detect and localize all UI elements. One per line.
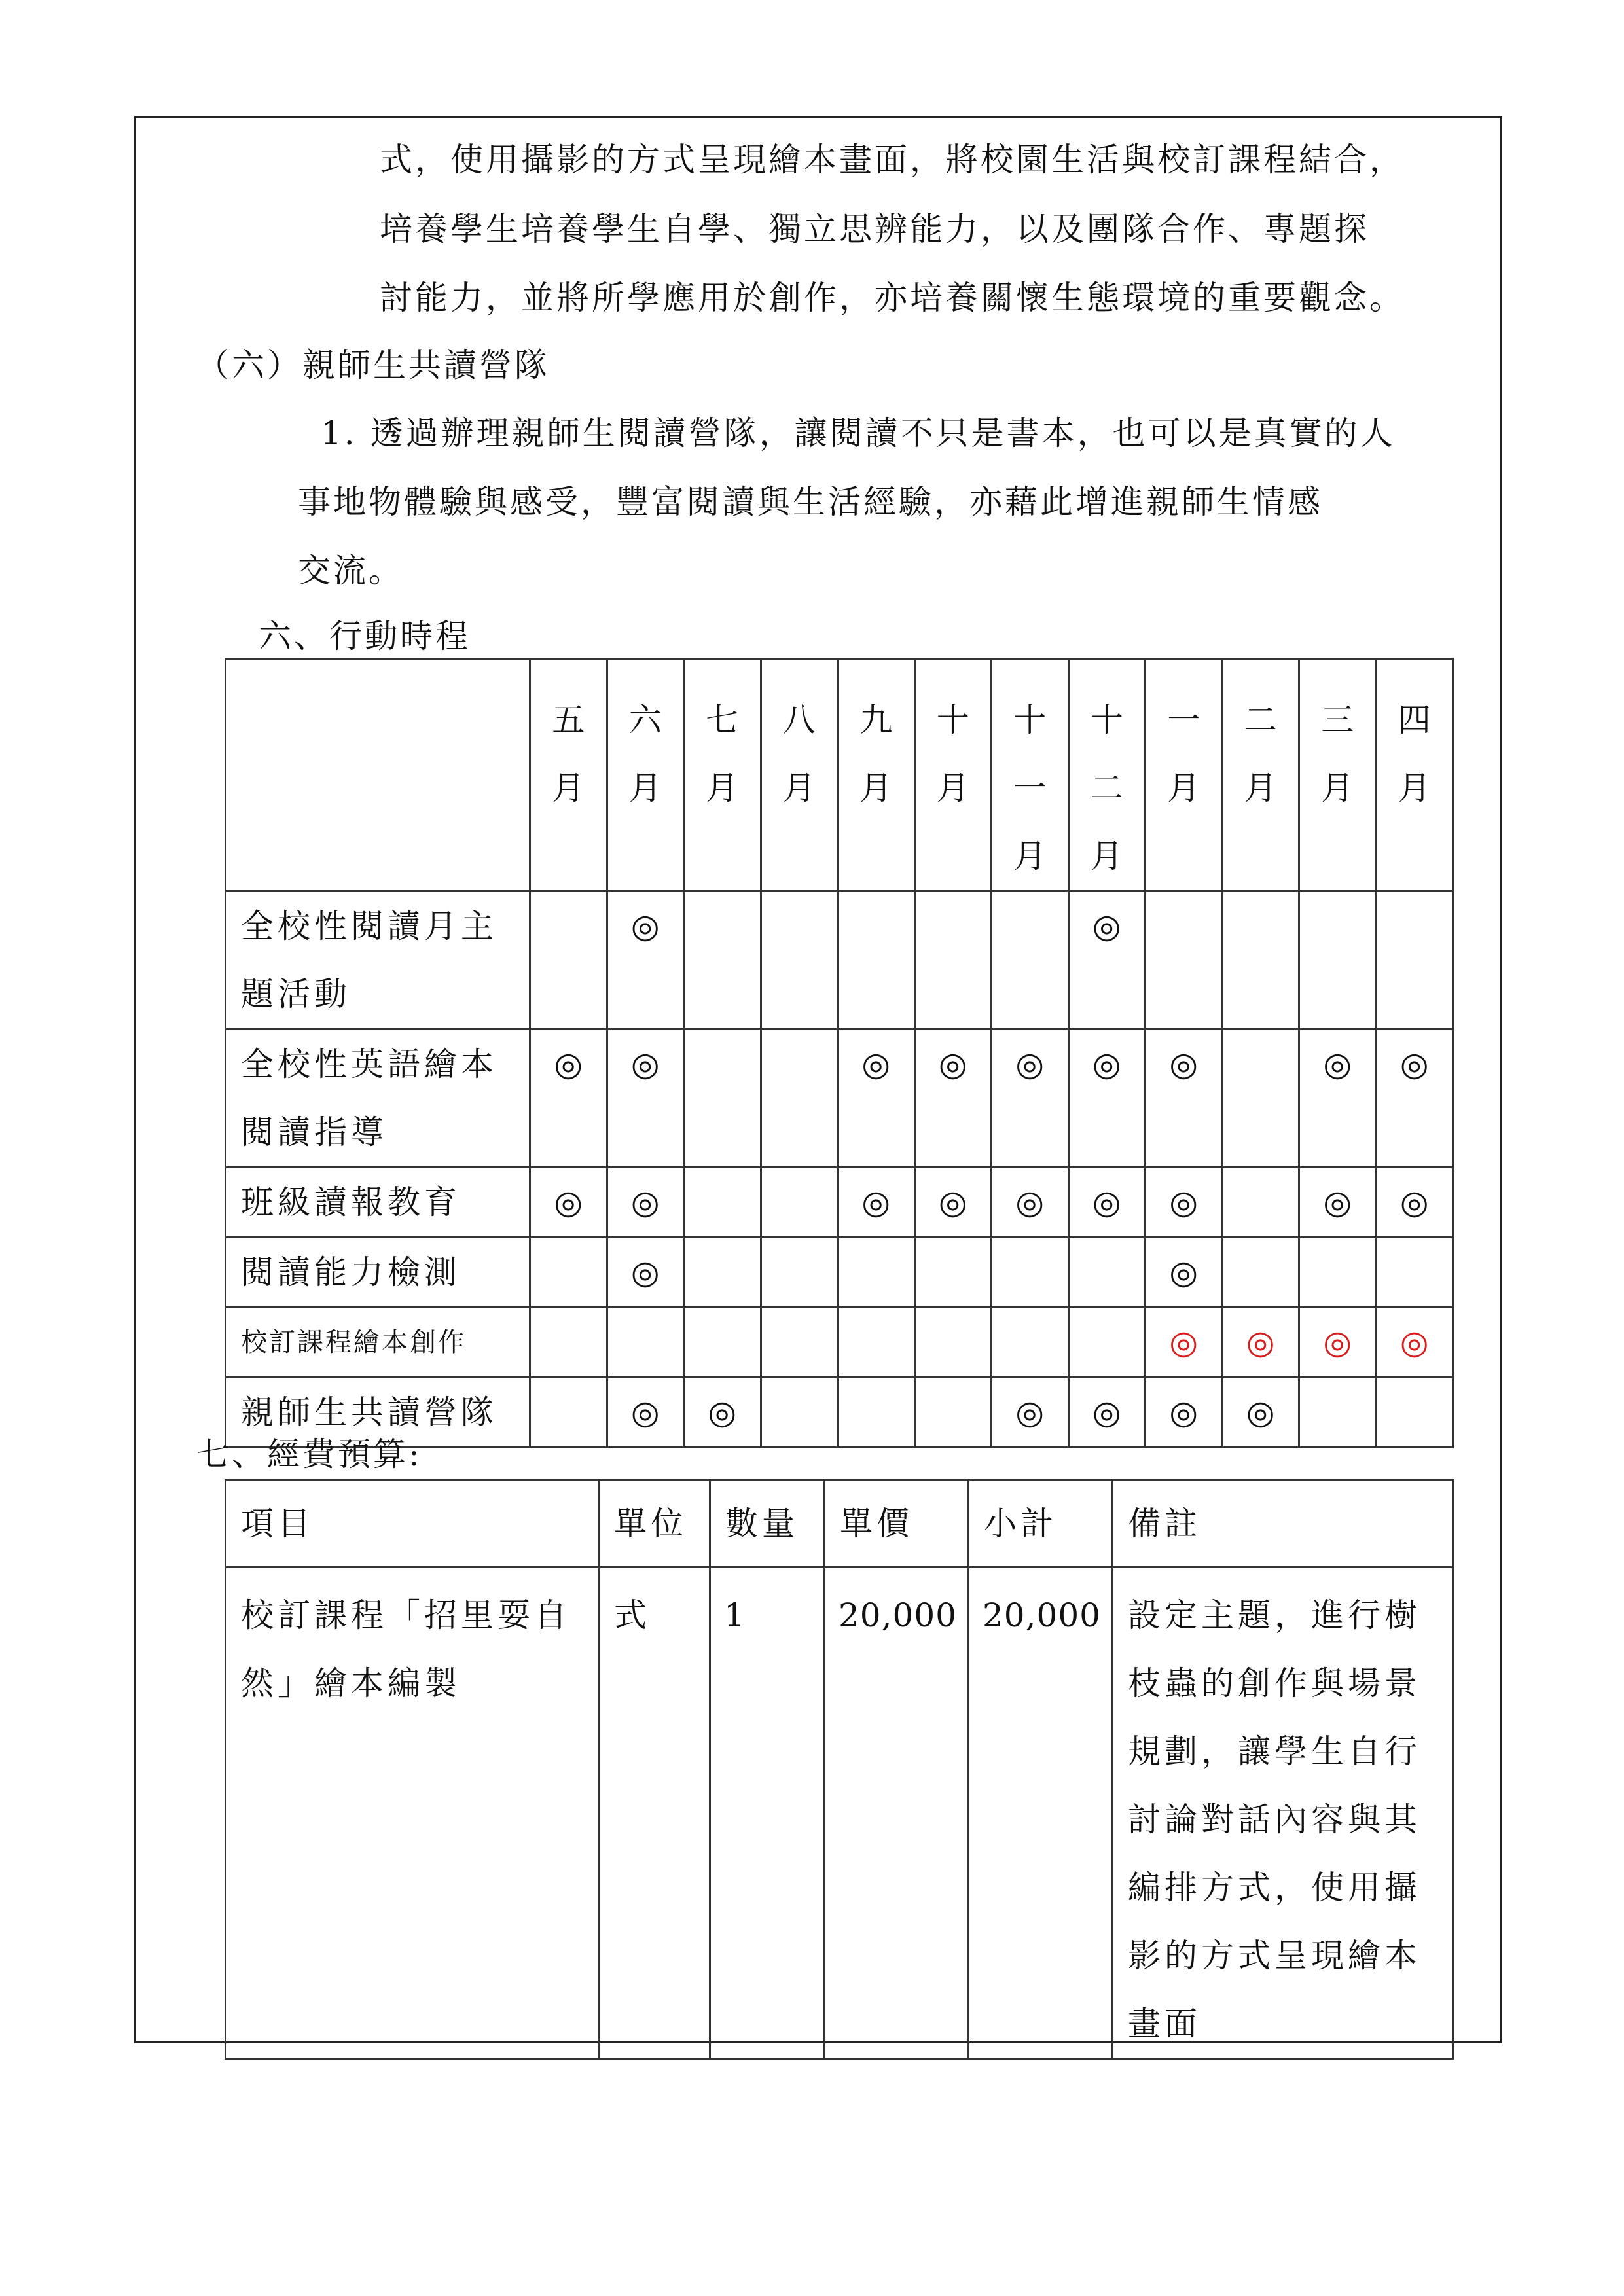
month-header	[530, 659, 607, 891]
schedule-empty-cell	[914, 1308, 992, 1378]
schedule-empty-cell	[1376, 1378, 1453, 1448]
budget-subtotal-cell: 20,000	[969, 1568, 1113, 2059]
schedule-activity-label	[226, 1238, 530, 1308]
schedule-activity-label-line: 班級讀報教育	[241, 1183, 461, 1221]
month-header-char: 二	[1090, 769, 1123, 807]
schedule-empty-cell	[914, 1378, 992, 1448]
budget-header-subtotal: 小計	[969, 1480, 1113, 1568]
schedule-empty-cell	[761, 1030, 838, 1168]
schedule-activity-label	[226, 1308, 530, 1378]
budget-row	[226, 1568, 1453, 2059]
month-header-char: 一	[1013, 769, 1047, 807]
schedule-mark: ◎	[607, 1168, 684, 1238]
schedule-mark: ◎	[914, 1030, 992, 1168]
budget-item-line-2: 然」繪本編製	[241, 1664, 461, 1702]
schedule-empty-cell	[1376, 891, 1453, 1030]
schedule-activity-label-line: 閱讀指導	[241, 1113, 388, 1151]
month-header-char: 五	[552, 701, 585, 739]
month-header-char: 六	[628, 701, 662, 739]
month-header-char: 月	[936, 769, 969, 807]
schedule-table	[225, 658, 1454, 1448]
schedule-mark: ◎	[607, 1030, 684, 1168]
schedule-empty-cell	[530, 1378, 607, 1448]
month-header-char: 三	[1321, 701, 1354, 739]
schedule-mark: ◎	[838, 1168, 915, 1238]
schedule-empty-cell	[761, 1308, 838, 1378]
schedule-empty-cell	[530, 1238, 607, 1308]
schedule-empty-cell	[684, 891, 761, 1030]
month-header-char: 十	[936, 701, 969, 739]
month-header	[914, 659, 992, 891]
schedule-row	[226, 1030, 1453, 1168]
budget-table	[225, 1479, 1454, 2060]
schedule-mark: ◎	[1222, 1308, 1299, 1378]
month-header-char: 月	[1013, 837, 1047, 875]
schedule-empty-cell	[684, 1168, 761, 1238]
month-header-char: 十	[1013, 701, 1047, 739]
schedule-empty-cell	[1299, 1378, 1377, 1448]
intro-line-3: 討能力，並將所學應用於創作，亦培養關懷生態環境的重要觀念。	[380, 279, 1405, 317]
month-header-char: 月	[706, 769, 739, 807]
month-header	[838, 659, 915, 891]
intro-line-1: 式，使用攝影的方式呈現繪本畫面，將校園生活與校訂課程結合，	[380, 141, 1405, 179]
schedule-empty-cell	[838, 1238, 915, 1308]
schedule-mark: ◎	[992, 1030, 1069, 1168]
schedule-mark: ◎	[992, 1168, 1069, 1238]
budget-note-line: 規劃，讓學生自行	[1128, 1732, 1421, 1770]
schedule-empty-cell	[1299, 1238, 1377, 1308]
budget-header-item: 項目	[226, 1480, 599, 1568]
schedule-activity-label-line: 校訂課程繪本創作	[241, 1327, 466, 1357]
budget-header-unit: 單位	[599, 1480, 710, 1568]
month-header-char: 月	[628, 769, 662, 807]
month-header-char: 九	[859, 701, 893, 739]
schedule-mark: ◎	[1068, 1168, 1146, 1238]
month-header-char: 月	[859, 769, 893, 807]
month-header-char: 月	[782, 769, 816, 807]
schedule-empty-cell	[1299, 891, 1377, 1030]
schedule-mark: ◎	[1299, 1030, 1377, 1168]
month-header-char: 七	[706, 701, 739, 739]
schedule-mark: ◎	[914, 1168, 992, 1238]
schedule-mark: ◎	[1299, 1168, 1377, 1238]
schedule-row	[226, 1238, 1453, 1308]
schedule-empty-cell	[761, 1238, 838, 1308]
month-header-char: 八	[782, 701, 816, 739]
budget-note-line: 討論對話內容與其	[1128, 1801, 1421, 1839]
schedule-mark: ◎	[1146, 1030, 1223, 1168]
schedule-mark: ◎	[1146, 1378, 1223, 1448]
schedule-empty-cell	[1376, 1238, 1453, 1308]
budget-item-line-1: 校訂課程「招里耍自	[241, 1596, 571, 1634]
schedule-row	[226, 1308, 1453, 1378]
schedule-empty-cell	[530, 1308, 607, 1378]
month-header	[992, 659, 1069, 891]
schedule-mark: ◎	[530, 1168, 607, 1238]
month-header-char: 月	[1398, 769, 1431, 807]
month-header-char: 十	[1090, 701, 1123, 739]
schedule-empty-cell	[992, 1308, 1069, 1378]
schedule-empty-cell	[914, 891, 992, 1030]
schedule-empty-cell	[838, 1378, 915, 1448]
month-header	[1068, 659, 1146, 891]
schedule-row	[226, 1168, 1453, 1238]
budget-price-cell: 20,000	[825, 1568, 969, 2059]
schedule-empty-cell	[914, 1238, 992, 1308]
schedule-row	[226, 891, 1453, 1030]
schedule-empty-cell	[607, 1308, 684, 1378]
schedule-mark: ◎	[1299, 1308, 1377, 1378]
schedule-mark: ◎	[1222, 1378, 1299, 1448]
schedule-empty-cell	[684, 1238, 761, 1308]
budget-note-line: 枝蟲的創作與場景	[1128, 1664, 1421, 1702]
schedule-mark: ◎	[1146, 1238, 1223, 1308]
camp-item-1-line-1: 1. 透過辦理親師生閱讀營隊，讓閱讀不只是書本，也可以是真實的人	[321, 414, 1396, 452]
schedule-activity-label-line: 全校性英語繪本	[241, 1045, 497, 1083]
schedule-empty-cell	[1068, 1238, 1146, 1308]
budget-note-line: 畫面	[1128, 2005, 1201, 2043]
month-header-char: 一	[1167, 701, 1200, 739]
schedule-mark: ◎	[1146, 1308, 1223, 1378]
schedule-empty-cell	[838, 1308, 915, 1378]
budget-header-note: 備註	[1113, 1480, 1453, 1568]
budget-note-line: 影的方式呈現繪本	[1128, 1937, 1421, 1975]
schedule-mark: ◎	[607, 1378, 684, 1448]
schedule-mark: ◎	[1068, 1378, 1146, 1448]
schedule-activity-label-line: 題活動	[241, 975, 351, 1013]
schedule-empty-cell	[1222, 891, 1299, 1030]
month-header-char: 月	[1244, 769, 1277, 807]
schedule-empty-cell	[530, 891, 607, 1030]
schedule-empty-cell	[1222, 1168, 1299, 1238]
schedule-mark: ◎	[1376, 1030, 1453, 1168]
schedule-empty-cell	[992, 891, 1069, 1030]
schedule-mark: ◎	[1376, 1168, 1453, 1238]
schedule-empty-cell	[1146, 891, 1223, 1030]
budget-qty-cell: 1	[710, 1568, 825, 2059]
budget-note-line: 編排方式，使用攝	[1128, 1869, 1421, 1907]
month-header-char: 二	[1244, 701, 1277, 739]
schedule-corner-cell	[226, 659, 530, 891]
schedule-empty-cell	[684, 1308, 761, 1378]
budget-unit-cell: 式	[599, 1568, 710, 2059]
camp-item-1-line-3: 交流。	[298, 552, 404, 590]
schedule-empty-cell	[1222, 1238, 1299, 1308]
schedule-empty-cell	[761, 1168, 838, 1238]
schedule-activity-label-line: 親師生共讀營隊	[241, 1393, 497, 1431]
budget-header-price: 單價	[825, 1480, 969, 1568]
camp-item-1-line-2: 事地物體驗與感受，豐富閱讀與生活經驗，亦藉此增進親師生情感	[298, 483, 1323, 521]
schedule-mark: ◎	[992, 1378, 1069, 1448]
month-header	[684, 659, 761, 891]
schedule-empty-cell	[992, 1238, 1069, 1308]
schedule-mark: ◎	[607, 1238, 684, 1308]
month-header-char: 月	[552, 769, 585, 807]
month-header-char: 月	[1321, 769, 1354, 807]
month-header-char: 月	[1167, 769, 1200, 807]
schedule-mark: ◎	[684, 1378, 761, 1448]
schedule-empty-cell	[761, 1378, 838, 1448]
schedule-empty-cell	[761, 891, 838, 1030]
schedule-empty-cell	[684, 1030, 761, 1168]
schedule-activity-label	[226, 1168, 530, 1238]
schedule-mark: ◎	[1376, 1308, 1453, 1378]
schedule-activity-label	[226, 1030, 530, 1168]
month-header	[1146, 659, 1223, 891]
schedule-header-row	[226, 659, 1453, 891]
schedule-empty-cell	[838, 891, 915, 1030]
month-header	[607, 659, 684, 891]
budget-item-cell	[226, 1568, 599, 2059]
schedule-activity-label-line: 閱讀能力檢測	[241, 1253, 461, 1291]
budget-header-qty: 數量	[710, 1480, 825, 1568]
month-header-char: 月	[1090, 837, 1123, 875]
schedule-empty-cell	[1222, 1030, 1299, 1168]
intro-line-2: 培養學生培養學生自學、獨立思辨能力，以及團隊合作、專題探	[380, 210, 1369, 248]
budget-heading: 七、經費預算:	[196, 1435, 422, 1473]
month-header	[1299, 659, 1377, 891]
month-header	[761, 659, 838, 891]
schedule-activity-label-line: 全校性閱讀月主	[241, 907, 497, 945]
schedule-mark: ◎	[607, 891, 684, 1030]
month-header	[1222, 659, 1299, 891]
budget-header-row	[226, 1480, 1453, 1568]
budget-note-line: 設定主題，進行樹	[1128, 1596, 1421, 1634]
schedule-empty-cell	[1068, 1308, 1146, 1378]
schedule-activity-label	[226, 891, 530, 1030]
schedule-mark: ◎	[1068, 1030, 1146, 1168]
schedule-mark: ◎	[1068, 891, 1146, 1030]
schedule-heading: 六、行動時程	[259, 617, 471, 655]
schedule-mark: ◎	[530, 1030, 607, 1168]
month-header-char: 四	[1398, 701, 1431, 739]
budget-note-cell	[1113, 1568, 1453, 2059]
section-heading-parent-teacher-camp: （六）親師生共讀營隊	[196, 346, 550, 384]
schedule-mark: ◎	[1146, 1168, 1223, 1238]
schedule-mark: ◎	[838, 1030, 915, 1168]
month-header	[1376, 659, 1453, 891]
